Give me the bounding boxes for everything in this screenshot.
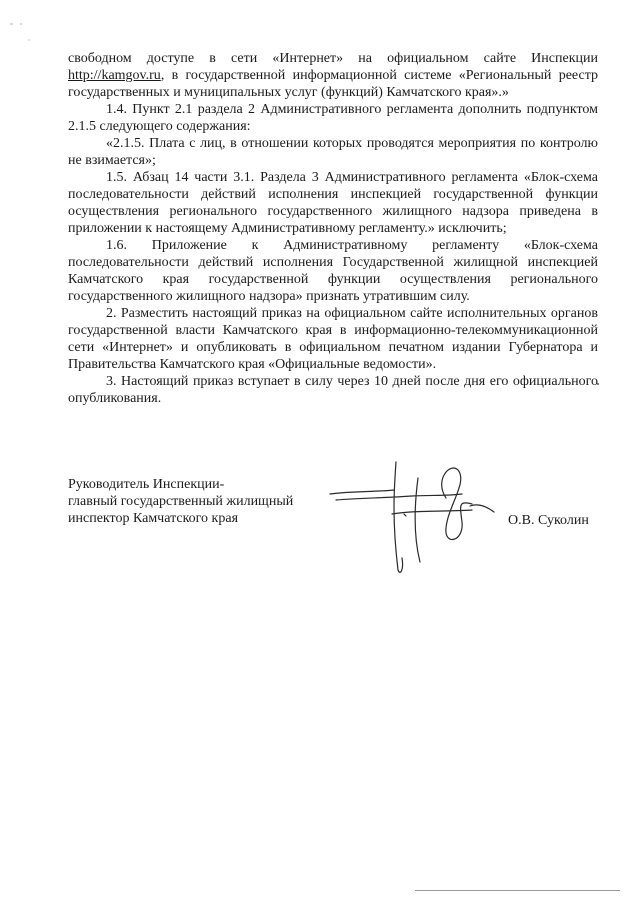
signatory-name: О.В. Суколин	[508, 513, 589, 528]
paragraph-2: 2. Разместить настоящий приказ на официальном сайте исполнительных органов государственной власти Камчатского края в информационно-телекоммуникационной сети «Интернет» и опубликовать в официальном печатном издании Губернатора и Правительства Камчатского края «Официальные ведомости».	[68, 306, 598, 372]
paragraph-2-1-5: «2.1.5. Плата с лиц, в отношении которых проводятся мероприятия по контролю не взимается»;	[68, 136, 598, 168]
signatory-title	[68, 476, 293, 527]
intro-text-start: свободном доступе в сети «Интернет» на официальном сайте Инспекции	[68, 51, 598, 66]
handwritten-signature-icon	[322, 460, 502, 580]
signatory-title-line: главный государственный жилищный	[68, 494, 294, 509]
intro-text-end: , в государственной информационной системе «Региональный реестр государственных и муниципальных услуг (функций) Камчатского края».»	[68, 68, 598, 100]
signatory-title-line: Руководитель Инспекции-	[68, 477, 225, 492]
paragraph-3: 3. Настоящий приказ вступает в силу через 10 дней после дня его официального опубликования.	[68, 374, 598, 406]
signatory-title-line: инспектор Камчатского края	[68, 511, 239, 526]
paragraph-intro	[68, 50, 598, 101]
paragraph-1-4: 1.4. Пункт 2.1 раздела 2 Административного регламента дополнить подпунктом 2.1.5 следующего содержания:	[68, 102, 598, 134]
paragraph-1-6: 1.6. Приложение к Административному регламенту «Блок-схема последовательности действий исполнения Государственной жилищной инспекцией Камчатского края государственной функции осуществления регионального государственного жилищного надзора» признать утратившим силу.	[68, 238, 598, 304]
page-bottom-line	[415, 890, 620, 891]
paragraph-1-5: 1.5. Абзац 14 части 3.1. Раздела 3 Административного регламента «Блок-схема последовательности действий исполнения инспекцией государственной функции осуществления регионального государственного жилищного надзора приведена в приложении к настоящему Административному регламенту.» исключить;	[68, 170, 598, 236]
inspection-website-link[interactable]: http://kamgov.ru	[68, 68, 161, 83]
document-body	[68, 50, 598, 407]
